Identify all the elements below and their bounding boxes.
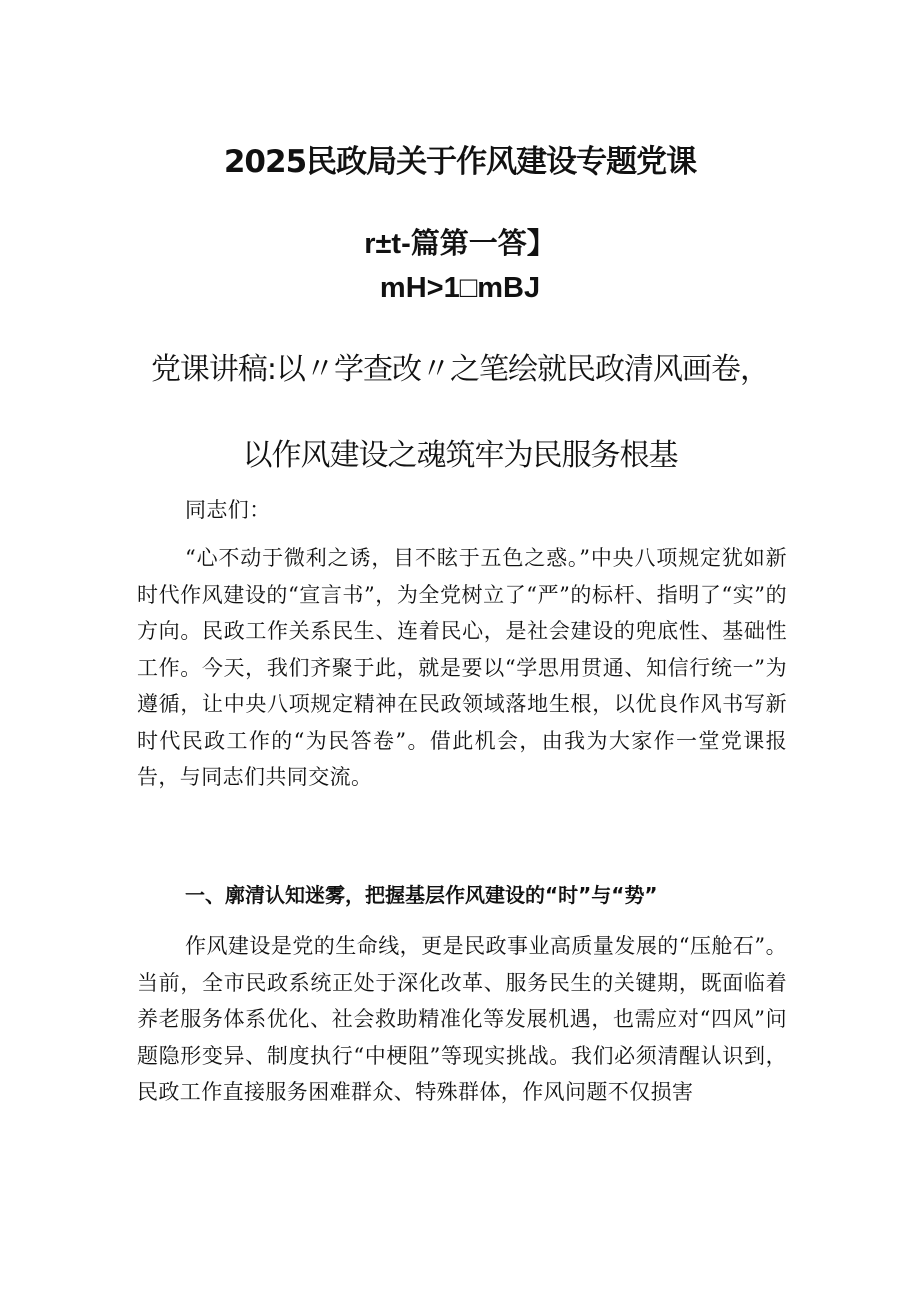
body-paragraph-2: 作风建设是党的生命线，更是民政事业高质量发展的“压舱石”。当前，全市民政系统正处于深化改革、服务民生的关键期，既面临着养老服务体系优化、社会救助精准化等发展机遇，也需应对“四风”问题隐形变异、制度执行“中梗阻”等现实挑战。我们必须清醒认识到，民政工作直接服务困难群众、特殊群体，作风问题不仅损害	[137, 934, 787, 1104]
subtitle-line-2: 以作风建设之魂筑牢为民服务根基	[242, 438, 678, 473]
garbled-header-line-2: mH>1□mBJ	[379, 272, 541, 304]
garbled-header-line-1: r±t-篇第一答】	[364, 228, 556, 260]
greeting: 同志们：	[185, 498, 271, 522]
document-title: 2025民政局关于作风建设专题党课	[223, 144, 697, 180]
subtitle-line-1: 党课讲稿:以〃学查改〃之笔绘就民政清风画卷，	[150, 352, 770, 387]
body-paragraph-1: “心不动于微利之诱，目不眩于五色之惑。”中央八项规定犹如新时代作风建设的“宣言书”，为全党树立了“严”的标杆、指明了“实”的方向。民政工作关系民生、连着民心，是社会建设的兜底性、基础性工作。今天，我们齐聚于此，就是要以“学思用贯通、知信行统一”为遵循，让中央八项规定精神在民政领域落地生根，以优良作风书写新时代民政工作的“为民答卷”。借此机会，由我为大家作一堂党课报告，与同志们共同交流。	[137, 546, 787, 789]
section-heading-1: 一、廓清认知迷雾，把握基层作风建设的“时”与“势”	[185, 883, 658, 907]
